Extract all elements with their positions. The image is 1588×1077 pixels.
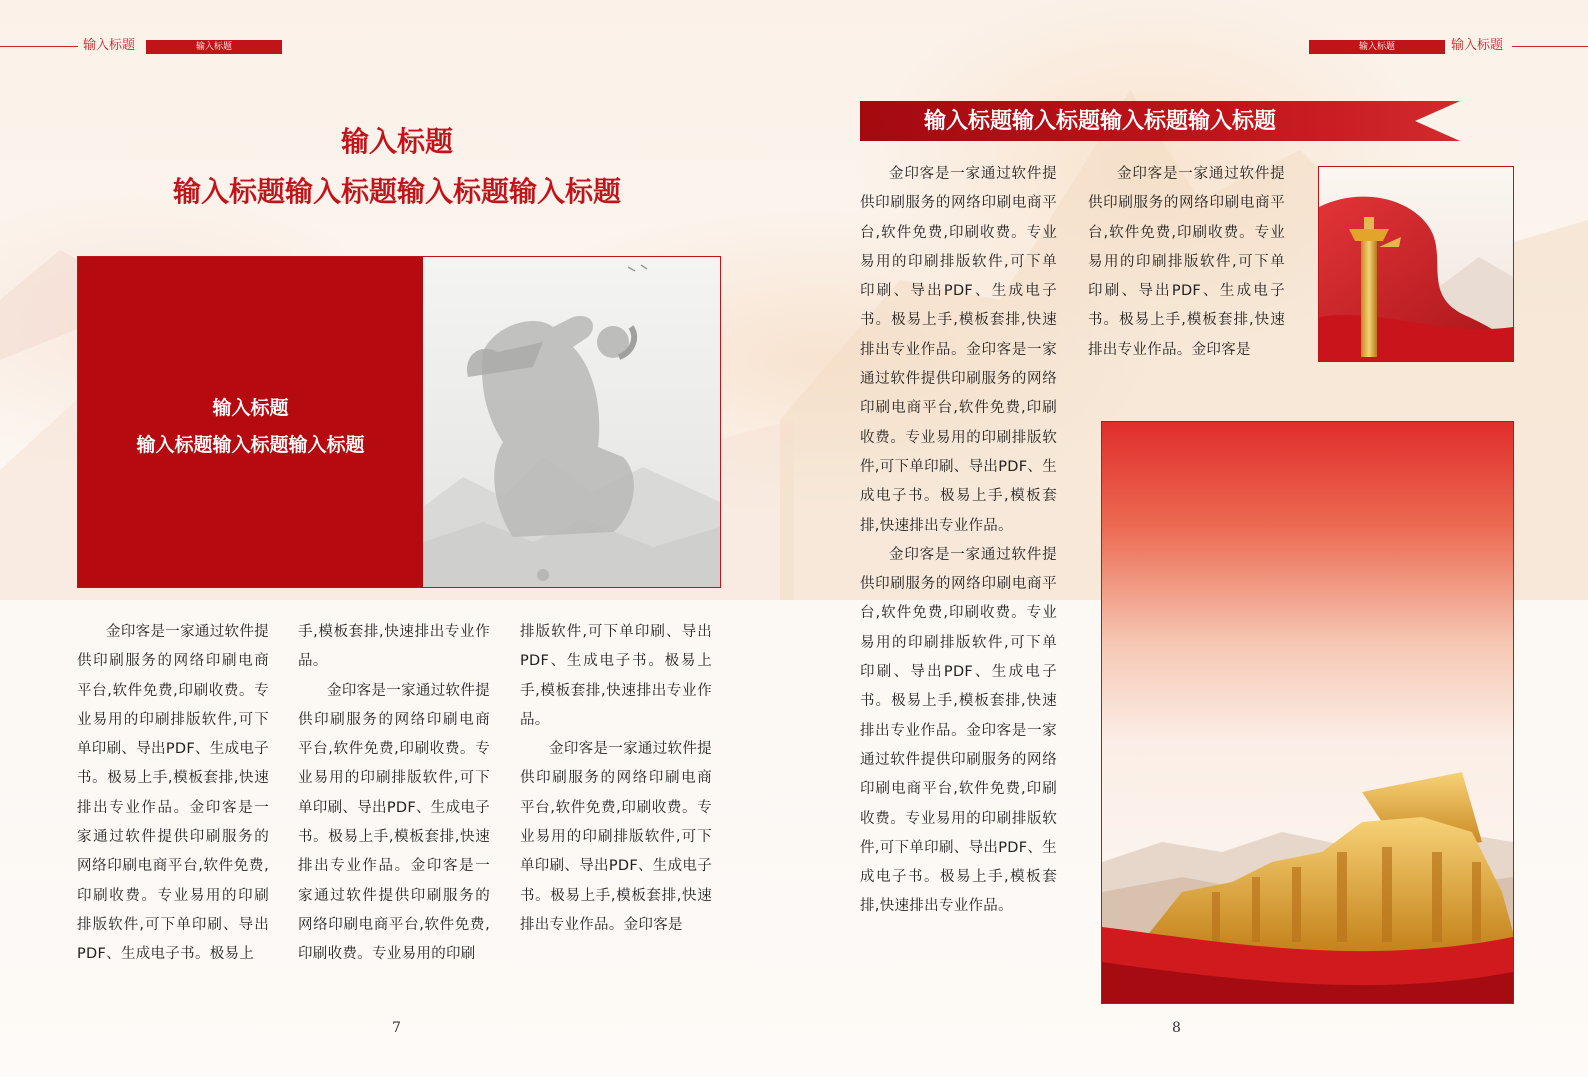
hero-red-block — [78, 257, 423, 587]
hero-ink-image — [423, 257, 720, 587]
hero-title-line2: 输入标题输入标题输入标题 — [136, 434, 365, 456]
text-column-left — [860, 160, 1057, 922]
hero-title-line1: 输入标题 — [212, 397, 289, 419]
page-number: 8 — [1172, 1020, 1181, 1036]
header-rule — [0, 46, 78, 47]
paragraph: 金印客是一家通过软件提供印刷服务的网络印刷电商平台,软件免费,印刷收费。专业易用的印刷排版软件,可下单印刷、导出PDF、生成电子书。极易上手,模板套排,快速排出专业作品。金印客是一家通过软件提供印刷服务的网络印刷电商平台,软件免费,印刷收费。专业易用的印刷排版软件,可下单印刷、导出PDF、生成电子书。极易上手,模板套排,快速排出专业作品。 — [860, 546, 1057, 915]
monument-photo — [1101, 421, 1514, 1004]
huabiao-photo — [1318, 166, 1514, 362]
header-rule — [1512, 46, 1588, 47]
page-right — [794, 0, 1588, 1077]
text-column-right — [1088, 160, 1285, 365]
paragraph: 金印客是一家通过软件提供印刷服务的网络印刷电商平台,软件免费,印刷收费。专业易用的印刷排版软件,可下单印刷、导出PDF、生成电子书。极易上手,模板套排,快速排出专业作品。金印客是一家通过软件提供印刷服务的网络印刷电商平台,软件免费,印刷收费。专业易用的印刷排版软件,可下单印刷、导出PDF、生成电子书。极易上手,模板套排,快速排出专业作品。 — [860, 166, 1057, 534]
text-column-2 — [298, 618, 490, 970]
ribbon-title: 输入标题输入标题输入标题输入标题 — [923, 108, 1276, 134]
header-title: 输入标题 — [1451, 38, 1504, 53]
text-column-3 — [520, 618, 712, 940]
paragraph: 金印客是一家通过软件提供印刷服务的网络印刷电商平台,软件免费,印刷收费。专业易用的印刷排版软件,可下单印刷、导出PDF、生成电子书。极易上手,模板套排,快速排出专业作品。金印客是一家通过软件提供印刷服务的网络印刷电商平台,软件免费,印刷收费。专业易用的印刷 — [298, 682, 490, 963]
paragraph: 排版软件,可下单印刷、导出PDF、生成电子书。极易上手,模板套排,快速排出专业作品。 — [520, 624, 712, 728]
paragraph: 手,模板套排,快速排出专业作品。 — [298, 624, 490, 670]
hero-panel — [77, 256, 721, 588]
header-title: 输入标题 — [83, 38, 136, 53]
paragraph: 金印客是一家通过软件提供印刷服务的网络印刷电商平台,软件免费,印刷收费。专业易用的印刷排版软件,可下单印刷、导出PDF、生成电子书。极易上手,模板套排,快速排出专业作品。金印客是 — [1088, 166, 1285, 358]
page-number: 7 — [392, 1020, 401, 1036]
page-title-line1: 输入标题 — [340, 125, 453, 158]
header-tag: 输入标题 — [146, 40, 282, 54]
text-column-1 — [77, 618, 269, 970]
header-tag: 输入标题 — [1309, 40, 1445, 54]
paragraph: 金印客是一家通过软件提供印刷服务的网络印刷电商平台,软件免费,印刷收费。专业易用的印刷排版软件,可下单印刷、导出PDF、生成电子书。极易上手,模板套排,快速排出专业作品。金印客是一家通过软件提供印刷服务的网络印刷电商平台,软件免费,印刷收费。专业易用的印刷排版软件,可下单印刷、导出PDF、生成电子书。极易上 — [77, 624, 269, 963]
page-title-line2: 输入标题输入标题输入标题输入标题 — [172, 175, 621, 208]
paragraph: 金印客是一家通过软件提供印刷服务的网络印刷电商平台,软件免费,印刷收费。专业易用的印刷排版软件,可下单印刷、导出PDF、生成电子书。极易上手,模板套排,快速排出专业作品。金印客是 — [520, 741, 712, 933]
